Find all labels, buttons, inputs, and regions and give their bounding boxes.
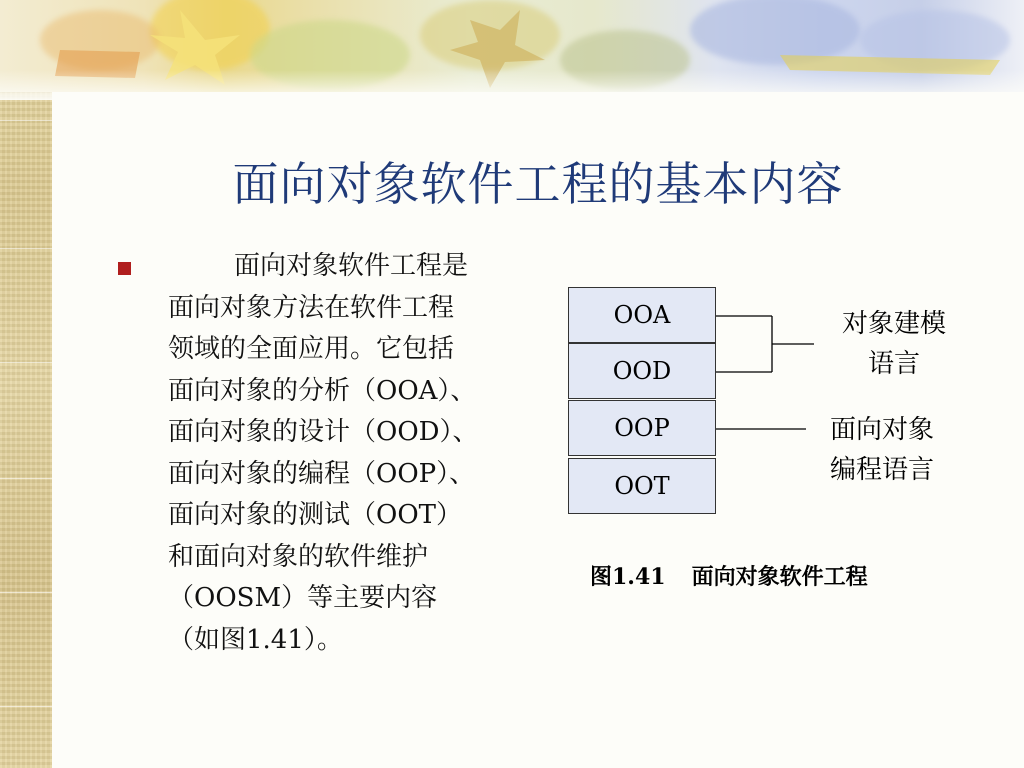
- body-line: 领域的全面应用。它包括: [168, 334, 455, 364]
- label-oo-programming-language: [814, 410, 950, 490]
- label-line: 对象建模: [841, 309, 946, 339]
- body-line: 面向对象的分析（OOA）、: [168, 375, 477, 406]
- body-line: 面向对象的测试（OOT）: [168, 500, 462, 530]
- diagram-box-ood: OOD: [568, 343, 716, 399]
- caption-text: 面向对象软件工程: [691, 564, 868, 590]
- body-line: 面向对象的设计（OOD）、: [168, 417, 479, 447]
- body-line: 面向对象的编程（OOP）、: [168, 458, 476, 489]
- label-line: 面向对象: [829, 415, 934, 445]
- body-line: （如图1.41）。: [168, 624, 343, 655]
- body-line: （OOSM）等主要内容: [168, 583, 438, 613]
- label-line: 语言: [867, 349, 920, 379]
- diagram-box-ooa: OOA: [568, 287, 716, 343]
- label-line: 编程语言: [829, 455, 934, 485]
- label-object-modeling-language: [828, 304, 960, 384]
- diagram-box-oop: OOP: [568, 400, 716, 456]
- body-line: 面向对象软件工程是: [234, 251, 469, 281]
- figure-caption: [590, 560, 868, 591]
- diagram-box-oot: OOT: [568, 458, 716, 514]
- body-line: 和面向对象的软件维护: [168, 541, 429, 572]
- body-line: 面向对象方法在软件工程: [168, 292, 455, 323]
- slide-title: 面向对象软件工程的基本内容: [232, 157, 844, 211]
- caption-number: 图1.41: [590, 564, 666, 590]
